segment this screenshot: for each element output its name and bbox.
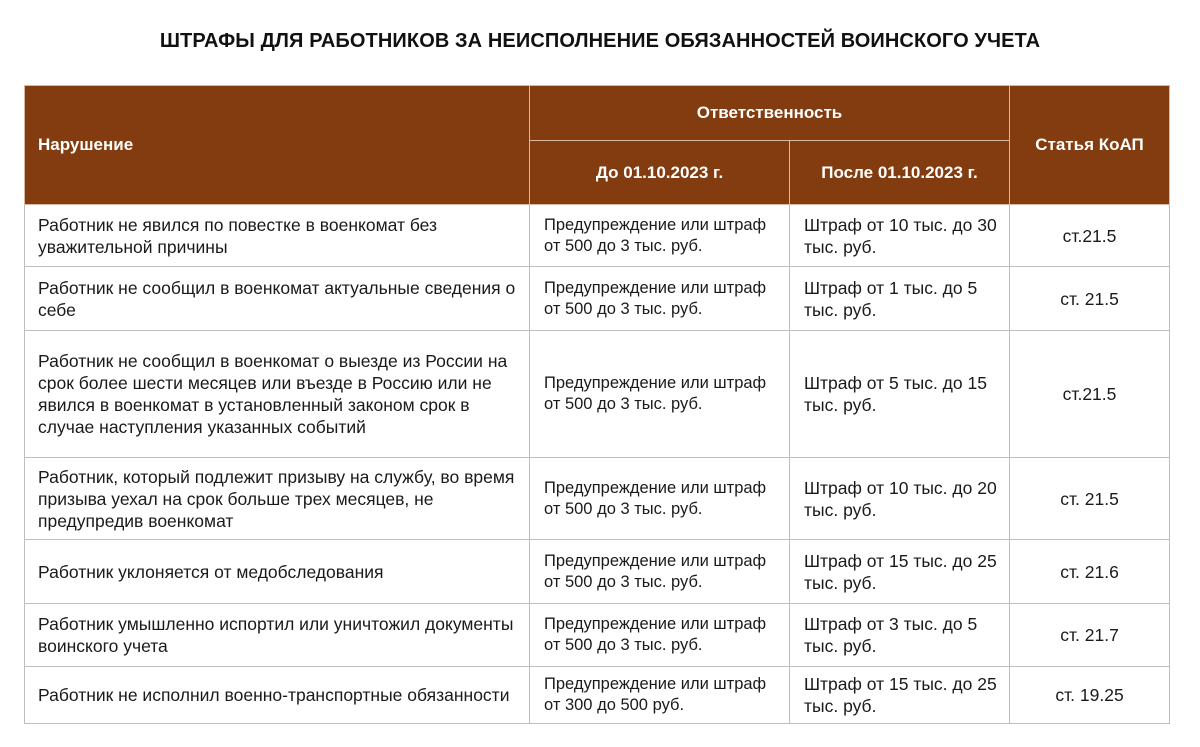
before-cell: Предупреждение или штраф от 500 до 3 тыс. руб. [530, 540, 790, 604]
violation-cell: Работник не явился по повестке в военкомат без уважительной причины [25, 205, 530, 267]
article-cell: ст.21.5 [1010, 205, 1170, 267]
after-cell: Штраф от 10 тыс. до 20 тыс. руб. [790, 458, 1010, 540]
header-article: Статья КоАП [1010, 86, 1170, 205]
table-row [25, 331, 1170, 458]
after-cell: Штраф от 5 тыс. до 15 тыс. руб. [790, 331, 1010, 458]
after-cell: Штраф от 15 тыс. до 25 тыс. руб. [790, 540, 1010, 604]
before-cell: Предупреждение или штраф от 300 до 500 руб. [530, 667, 790, 724]
table-row [25, 540, 1170, 604]
header-responsibility: Ответственность [530, 86, 1010, 141]
violation-cell: Работник не исполнил военно-транспортные обязанности [25, 667, 530, 724]
violation-cell: Работник не сообщил в военкомат актуальные сведения о себе [25, 267, 530, 331]
before-cell: Предупреждение или штраф от 500 до 3 тыс. руб. [530, 604, 790, 667]
article-cell: ст. 21.5 [1010, 267, 1170, 331]
article-cell: ст. 21.5 [1010, 458, 1170, 540]
after-cell: Штраф от 1 тыс. до 5 тыс. руб. [790, 267, 1010, 331]
article-cell: ст. 21.6 [1010, 540, 1170, 604]
table-row [25, 458, 1170, 540]
violation-cell: Работник уклоняется от медобследования [25, 540, 530, 604]
table-row [25, 267, 1170, 331]
violation-cell: Работник умышленно испортил или уничтожил документы воинского учета [25, 604, 530, 667]
header-violation: Нарушение [25, 86, 530, 205]
table-row [25, 667, 1170, 724]
page-title: ШТРАФЫ ДЛЯ РАБОТНИКОВ ЗА НЕИСПОЛНЕНИЕ ОБЯЗАННОСТЕЙ ВОИНСКОГО УЧЕТА [159, 30, 1041, 52]
table-row [25, 604, 1170, 667]
header-after: После 01.10.2023 г. [790, 141, 1010, 205]
violation-cell: Работник, который подлежит призыву на службу, во время призыва уехал на срок больше трех месяцев, не предупредив военкомат [25, 458, 530, 540]
table-row [25, 205, 1170, 267]
table-header [25, 86, 1170, 205]
header-before: До 01.10.2023 г. [530, 141, 790, 205]
fines-table [24, 85, 1170, 724]
article-cell: ст. 21.7 [1010, 604, 1170, 667]
article-cell: ст. 19.25 [1010, 667, 1170, 724]
after-cell: Штраф от 10 тыс. до 30 тыс. руб. [790, 205, 1010, 267]
before-cell: Предупреждение или штраф от 500 до 3 тыс. руб. [530, 205, 790, 267]
before-cell: Предупреждение или штраф от 500 до 3 тыс. руб. [530, 267, 790, 331]
article-cell: ст.21.5 [1010, 331, 1170, 458]
after-cell: Штраф от 15 тыс. до 25 тыс. руб. [790, 667, 1010, 724]
before-cell: Предупреждение или штраф от 500 до 3 тыс. руб. [530, 331, 790, 458]
after-cell: Штраф от 3 тыс. до 5 тыс. руб. [790, 604, 1010, 667]
violation-cell: Работник не сообщил в военкомат о выезде из России на срок более шести месяцев или въезде в Россию или не явился в военкомат в установленный законом срок в случае наступления указанных событий [25, 331, 530, 458]
table-body [25, 205, 1170, 724]
before-cell: Предупреждение или штраф от 500 до 3 тыс. руб. [530, 458, 790, 540]
